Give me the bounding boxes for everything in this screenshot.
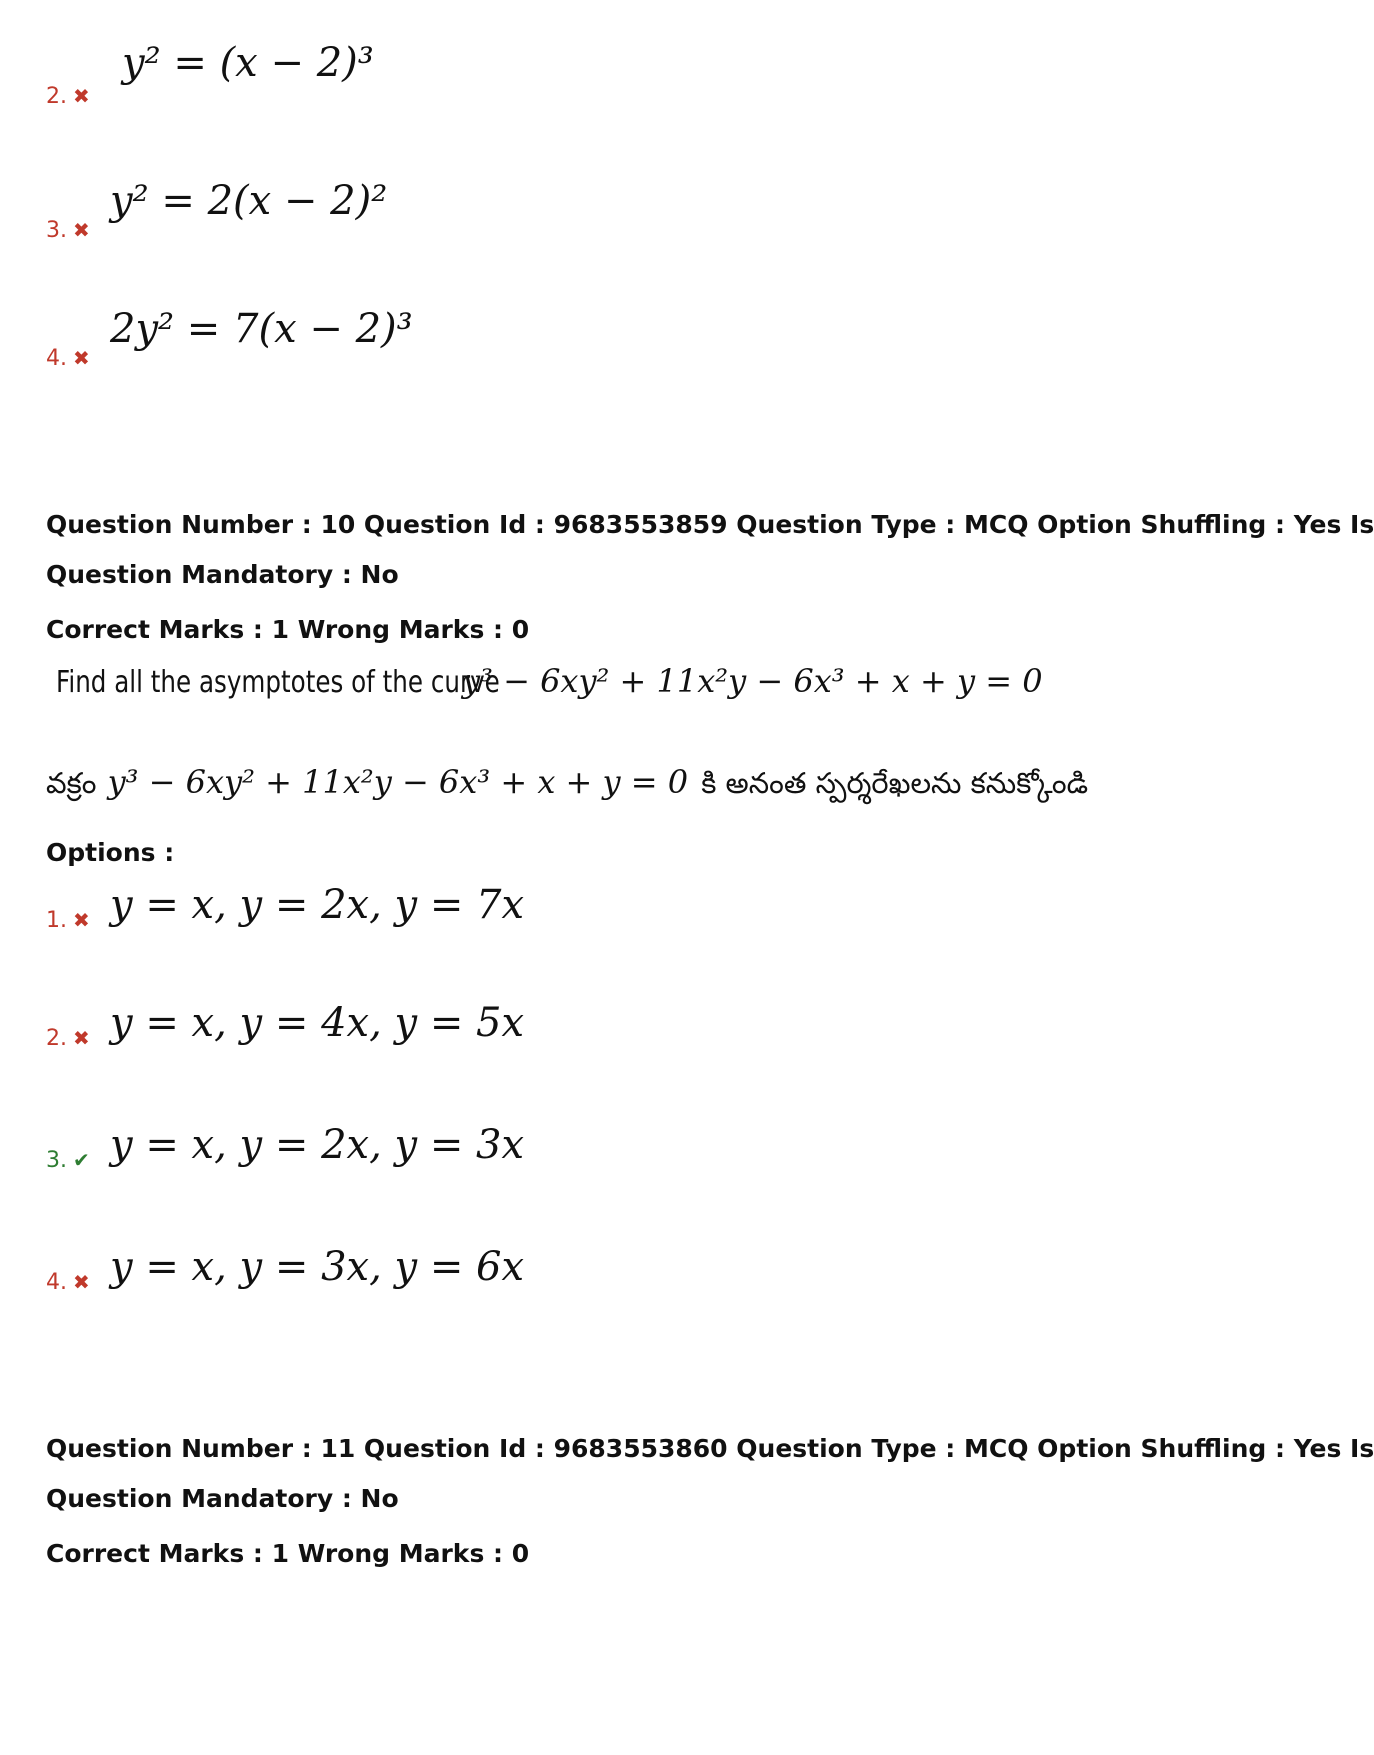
option-expression: y = x, y = 3x, y = 6x — [110, 1244, 525, 1290]
question-header-line2: Question Mandatory : No — [46, 1484, 399, 1513]
marks-line: Correct Marks : 1 Wrong Marks : 0 — [46, 1539, 530, 1568]
option-number: 3. — [46, 1148, 67, 1173]
wrong-mark-icon: ✖ — [73, 218, 90, 242]
option-number: 2. — [46, 1026, 67, 1051]
marks-line: Correct Marks : 1 Wrong Marks : 0 — [46, 615, 530, 644]
option-number: 4. — [46, 1270, 67, 1295]
option-expression: 2y² = 7(x − 2)³ — [110, 306, 413, 352]
option-expression: y = x, y = 4x, y = 5x — [110, 1000, 525, 1046]
question-header-line1: Question Number : 10 Question Id : 9683553859 Question Type : MCQ Option Shuffling : Yes Is — [46, 510, 1374, 539]
wrong-mark-icon: ✖ — [73, 1270, 90, 1294]
option-number: 1. — [46, 908, 67, 933]
option-number: 2. — [46, 84, 67, 109]
option-expression: y² = (x − 2)³ — [122, 40, 374, 86]
options-label: Options : — [46, 838, 175, 867]
question-text-prefix: వక్రం — [46, 766, 97, 800]
question-10-text-telugu — [46, 763, 1088, 808]
option-expression: y = x, y = 2x, y = 7x — [110, 882, 525, 928]
question-header-line2: Question Mandatory : No — [46, 560, 399, 589]
question-header-line1: Question Number : 11 Question Id : 9683553860 Question Type : MCQ Option Shuffling : Yes Is — [46, 1434, 1374, 1463]
question-10-text-english — [56, 662, 1043, 700]
question-equation: y³ − 6xy² + 11x²y − 6x³ + x + y = 0 — [107, 763, 689, 801]
question-equation: y³ − 6xy² + 11x²y − 6x³ + x + y = 0 — [462, 662, 1043, 700]
option-number: 4. — [46, 346, 67, 371]
wrong-mark-icon: ✖ — [73, 346, 90, 370]
wrong-mark-icon: ✖ — [73, 908, 90, 932]
correct-check-icon: ✔ — [73, 1148, 90, 1172]
question-text: Find all the asymptotes of the curve — [56, 665, 500, 700]
option-expression: y = x, y = 2x, y = 3x — [110, 1122, 525, 1168]
wrong-mark-icon: ✖ — [73, 1026, 90, 1050]
question-text-suffix: కి అనంత స్పర్శరేఖలను కనుక్కోండి — [701, 766, 1089, 800]
option-number: 3. — [46, 218, 67, 243]
option-expression: y² = 2(x − 2)² — [110, 178, 388, 224]
wrong-mark-icon: ✖ — [73, 84, 90, 108]
